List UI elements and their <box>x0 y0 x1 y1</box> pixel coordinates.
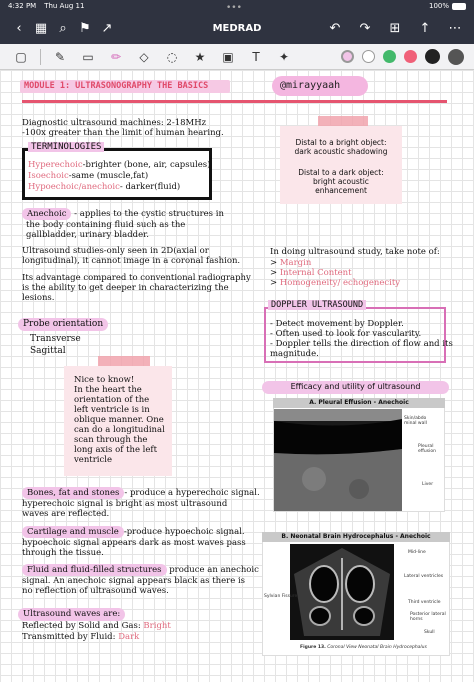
bookmark-icon[interactable]: ⚑ <box>79 20 91 36</box>
anechoic-rest: - applies to the cystic structures in <box>71 209 224 219</box>
title-underline <box>22 100 447 103</box>
bones-rest: - produce a hyperechoic signal. <box>124 488 260 498</box>
battery-icon <box>452 3 466 10</box>
fig-a-label-skin: Skin/abdo minal wall <box>404 416 427 426</box>
undo-icon[interactable]: ↶ <box>329 20 341 36</box>
term-hypoechoic <box>28 182 180 193</box>
color-swatch-gray[interactable] <box>448 49 464 65</box>
cartilage-line-2: hypoechoic signal appears dark as most waves pass <box>22 538 246 548</box>
take-note-homogeneity: > Homogeneity/ echogenecity <box>270 278 401 288</box>
cartilage-key: Cartilage and muscle <box>22 526 124 538</box>
color-swatch-black[interactable] <box>425 49 440 64</box>
waves-transmitted-pre: Transmitted by Fluid: <box>22 632 119 642</box>
image-icon[interactable]: ▣ <box>222 49 234 64</box>
redo-icon[interactable]: ↷ <box>359 20 371 36</box>
take-note-homogeneity-text: Homogeneity/ echogenecity <box>279 278 401 288</box>
studies-line-2: longitudinal), it cannot image in a coronal fashion. <box>22 256 241 266</box>
pen-icon[interactable]: ✎ <box>54 49 66 64</box>
waves-reflected <box>22 621 171 632</box>
highlighter-icon[interactable]: ✏ <box>110 49 122 64</box>
sticker-icon[interactable]: ★ <box>194 49 206 64</box>
figure-b-caption: Figure 13. Coronal View Neonatal Brain Hydrocephalus <box>300 645 427 650</box>
advantage-line-2: is the ability to get deeper in characterizing the <box>22 283 229 293</box>
nice-l2: In the heart the <box>74 385 142 395</box>
term-hypoechoic-rest: - darker(fluid) <box>119 182 181 192</box>
bones-line-2: hyperechoic signal is bright as most ultrasound <box>22 499 228 509</box>
author-handle: @mirayyaah <box>280 80 341 91</box>
eraser-icon[interactable]: ▭ <box>82 49 94 64</box>
color-swatch-red[interactable] <box>404 50 417 63</box>
take-note-margin: > Margin <box>270 258 312 268</box>
term-hypoechoic-key: Hypoechoic/anechoic <box>28 182 120 192</box>
anechoic-line-1 <box>22 209 224 220</box>
document-title: MEDRAD <box>212 22 262 34</box>
fig-a-label-liver: Liver <box>422 482 434 487</box>
fluid-key: Fluid and fluid-filled structures <box>22 564 167 576</box>
nice-l8: long axis of the left <box>74 445 157 455</box>
share-icon[interactable]: ↗ <box>101 20 113 36</box>
pleural-effusion-scan <box>274 409 402 511</box>
take-note-internal: > Internal Content <box>270 268 352 278</box>
distal-bright-b: dark acoustic shadowing <box>294 147 388 156</box>
bones-line-1 <box>22 488 260 499</box>
nice-l4: left ventricle is in <box>74 405 150 415</box>
waves-title: Ultrasound waves are: <box>18 608 125 621</box>
fluid-line-3: no reflection of ultrasound waves. <box>22 586 169 596</box>
waves-reflected-pre: Reflected by Solid and Gas: <box>22 621 144 631</box>
shapes-icon[interactable]: ◇ <box>139 49 149 64</box>
fig-b-label-third: Third ventricle <box>408 600 441 605</box>
waves-reflected-val: Bright <box>143 621 171 631</box>
nice-l5: oblique manner. One <box>74 415 164 425</box>
nice-l7: scan through the <box>74 435 148 445</box>
terminologies-title: TERMINOLOGIES <box>28 142 104 152</box>
distal-dark-a: Distal to a dark object: <box>298 168 384 177</box>
neonatal-brain-scan <box>290 544 394 640</box>
doppler-title: DOPPLER ULTRASOUND <box>268 300 366 310</box>
add-page-icon[interactable]: ⊞ <box>389 20 401 36</box>
grid-view-icon[interactable]: ▦ <box>34 20 48 36</box>
cartilage-line-3: through the tissue. <box>22 548 104 558</box>
color-swatch-white[interactable] <box>362 50 375 63</box>
export-icon[interactable]: ↑ <box>419 20 431 36</box>
term-isoechoic-key: Isoechoic <box>28 171 69 181</box>
fig-b-label-sylvian: Sylvian Fissure <box>264 594 298 599</box>
fig-b-label-midline: Mid-line <box>408 550 426 555</box>
nice-l9: ventricle <box>74 455 113 465</box>
efficacy-title: Efficacy and utility of ultrasound <box>290 382 421 391</box>
drawing-toolbar <box>0 44 474 70</box>
fig-b-label-skull: Skull <box>424 630 435 635</box>
fig-b-label-posterior: Posterior lateral horns <box>410 612 446 622</box>
nice-l1: Nice to know! <box>74 375 135 385</box>
doppler-l4: magnitude. <box>270 349 319 359</box>
term-isoechoic-rest: -same (muscle,fat) <box>68 171 149 181</box>
advantage-line-1: Its advantage compared to conventional radiography <box>22 273 251 283</box>
status-battery: 100% <box>428 2 449 10</box>
advantage-line-3: lesions. <box>22 293 55 303</box>
status-date: Thu Aug 11 <box>44 2 85 10</box>
color-swatch-pink[interactable] <box>341 50 354 63</box>
distal-dark-c: enhancement <box>315 186 367 195</box>
fluid-line-2: signal. An anechoic signal appears black as there is <box>22 576 246 586</box>
fluid-rest: produce an anechoic <box>166 565 259 575</box>
nice-l6: can do a longitudinal <box>74 425 165 435</box>
search-icon[interactable]: ⌕ <box>59 20 67 36</box>
cartilage-rest: -produce hypoechoic signal. <box>123 527 245 537</box>
probe-title: Probe orientation <box>18 318 108 331</box>
bones-key: Bones, fat and stones <box>22 487 124 499</box>
module-title: MODULE 1: ULTRASONOGRAPHY THE BASICS <box>24 81 209 91</box>
doppler-l2: - Often used to look for vascularity. <box>270 329 422 339</box>
term-hyperechoic-key: Hyperechoic <box>28 160 83 170</box>
notebook-page[interactable] <box>0 70 474 682</box>
waves-transmitted <box>22 632 139 643</box>
distal-dark-b: bright acoustic <box>313 177 369 186</box>
read-mode-icon[interactable]: ▢ <box>15 49 27 64</box>
term-hyperechoic-rest: -brighter (bone, air, capsules) <box>82 160 211 170</box>
distal-bright-a: Distal to a bright object: <box>295 138 387 147</box>
nice-l3: orientation of the <box>74 395 150 405</box>
fig-b-label-lateral: Lateral ventricles <box>404 574 444 579</box>
term-isoechoic <box>28 171 148 182</box>
take-note-intro: In doing ultrasound study, take note of: <box>270 247 440 257</box>
figure-b-title: B. Neonatal Brain Hydrocephalus - Anechoic <box>262 532 450 542</box>
waves-transmitted-val: Dark <box>118 632 140 642</box>
status-time: 4:32 PM <box>8 2 37 10</box>
text-icon[interactable]: T <box>252 49 260 64</box>
anechoic-line-2: the body containing fluid such as the <box>26 220 186 230</box>
back-chevron-icon[interactable]: ‹ <box>16 20 22 36</box>
cartilage-line-1 <box>22 527 245 538</box>
doppler-l3: - Doppler tells the direction of flow and its <box>270 339 453 349</box>
fig-a-label-effusion: Pleural effusion <box>418 444 436 454</box>
term-hyperechoic <box>28 160 210 171</box>
bones-line-3: waves are reflected. <box>22 509 110 519</box>
intro-line-1: Diagnostic ultrasound machines: 2-18MHz <box>22 118 207 128</box>
figure-a-title: A. Pleural Effusion - Anechoic <box>273 398 445 408</box>
more-icon[interactable]: ⋯ <box>448 20 462 36</box>
laser-icon[interactable]: ✦ <box>278 49 290 64</box>
color-swatch-green[interactable] <box>383 50 396 63</box>
probe-sagittal: Sagittal <box>30 346 66 356</box>
lasso-icon[interactable]: ◌ <box>166 49 178 64</box>
take-note-margin-text: Margin <box>279 258 312 268</box>
fluid-line-1 <box>22 565 259 576</box>
take-note-internal-text: Internal Content <box>279 268 352 278</box>
anechoic-key: Anechoic <box>22 208 71 220</box>
doppler-l1: - Detect movement by Doppler. <box>270 319 404 329</box>
more-dots-icon[interactable]: ••• <box>226 3 242 13</box>
anechoic-line-3: gallbladder, urinary bladder. <box>26 230 149 240</box>
probe-transverse: Transverse <box>30 334 81 344</box>
studies-line-1: Ultrasound studies-only seen in 2D(axial or <box>22 246 209 256</box>
intro-line-2: -100x greater than the limit of human hearing. <box>22 128 224 138</box>
